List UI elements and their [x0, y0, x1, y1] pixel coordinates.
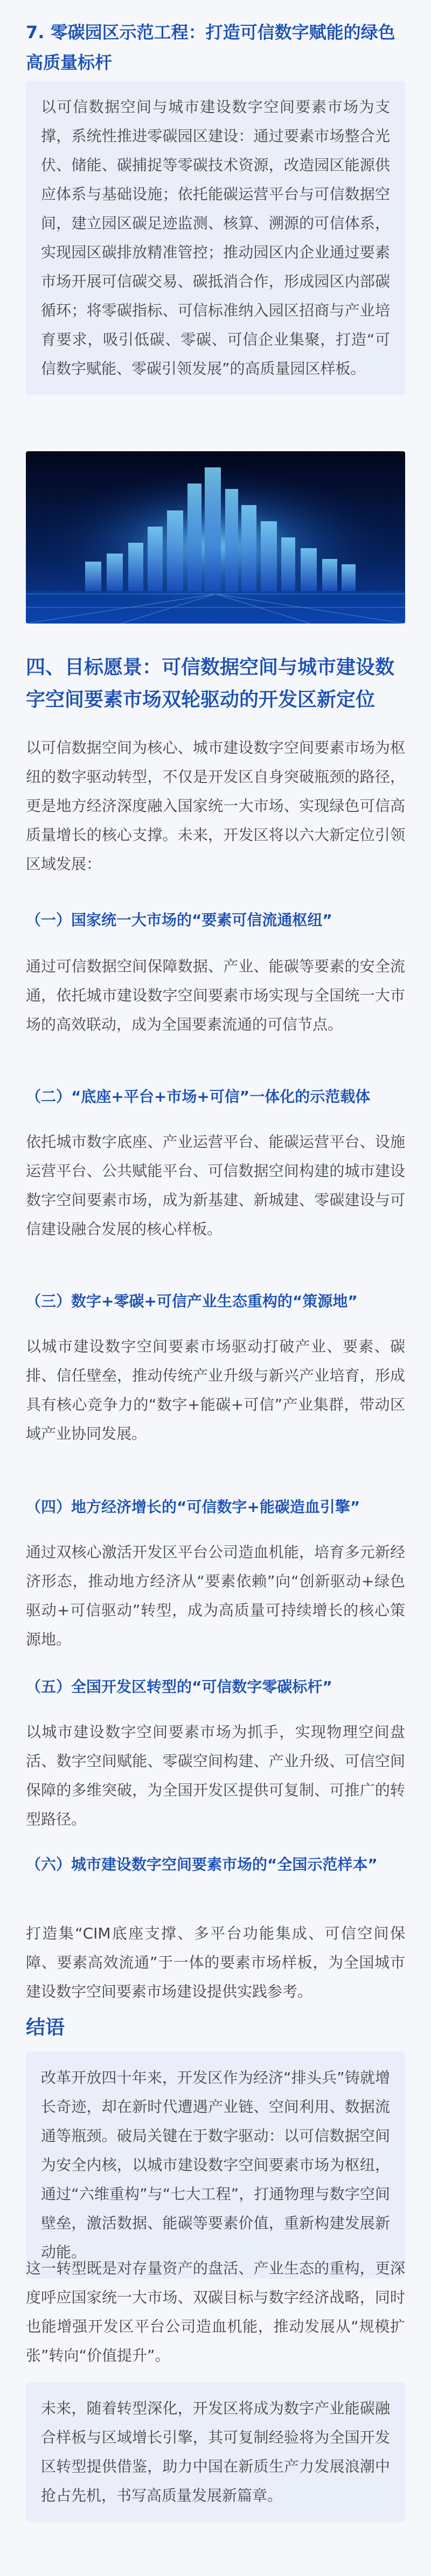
- goal-2-heading: （二）“底座+平台+市场+可信”一体化的示范载体: [26, 1088, 371, 1105]
- section-7-title: 7. 零碳园区示范工程：打造可信数字赋能的绿色高质量标杆: [26, 22, 395, 73]
- goal-2-text: 依托城市数字底座、产业运营平台、能碳运营平台、设施运营平台、公共赋能平台、可信数据空间构建的城市建设数字空间要素市场，成为新基建、新城建、零碳建设与可信建设融合发展的核心样板。: [26, 1133, 405, 1238]
- section-4-title: 四、目标愿景：可信数据空间与城市建设数字空间要素市场双轮驱动的开发区新定位: [26, 656, 395, 711]
- conclusion-paragraph-3: 未来，随着转型深化，开发区将成为数字产业能碳融合样板与区域增长引擎，其可复制经验将为全国开发区转型提供借鉴，助力中国在新质生产力发展浪潮中抢占先机，书写高质量发展新篇章。: [26, 2382, 405, 2522]
- section-7-body: 以可信数据空间与城市建设数字空间要素市场为支撑，系统性推进零碳园区建设：通过要素市场整合光伏、储能、碳捕捉等零碳技术资源，改造园区能源供应体系与基础设施；依托能碳运营平台与可信数据空间，建立园区碳足迹监测、核算、溯源的可信体系，实现园区碳排放精准管控；推动园区内企业通过要素市场开展可信碳交易、碳抵消合作，形成园区内部碳循环；将零碳指标、可信标准纳入园区招商与产业培育要求，吸引低碳、零碳、可信企业集聚，打造“可信数字赋能、零碳引领发展”的高质量园区样板。: [26, 81, 405, 395]
- goal-5-text: 以城市建设数字空间要素市场为抓手，实现物理空间盘活、数字空间赋能、零碳空间构建、产业升级、可信空间保障的多维突破，为全国开发区提供可复制、可推广的转型路径。: [26, 1723, 405, 1828]
- goal-6-heading: （六）城市建设数字空间要素市场的“全国示范样本”: [26, 1856, 378, 1873]
- section-4-intro: 以可信数据空间为核心、城市建设数字空间要素市场为枢纽的数字驱动转型，不仅是开发区自身突破瓶颈的路径，更是地方经济深度融入国家统一大市场、实现绿色可信高质量增长的核心支撑。未来，开发区将以六大新定位引领区域发展：: [26, 739, 405, 873]
- goal-1-text: 通过可信数据空间保障数据、产业、能碳等要素的安全流通，依托城市建设数字空间要素市场实现与全国统一大市场的高效联动，成为全国要素流通的可信节点。: [26, 957, 405, 1033]
- goal-3-heading: （三）数字+零碳+可信产业生态重构的“策源地”: [26, 1292, 358, 1310]
- goal-4-text: 通过双核心激活开发区平台公司造血机能，培育多元新经济形态，推动地方经济从“要素依赖”向“创新驱动+绿色驱动+可信驱动”转型，成为高质量可持续增长的核心策源地。: [26, 1543, 405, 1648]
- conclusion-title: 结语: [26, 2017, 65, 2039]
- conclusion-paragraph-2: 这一转型既是对存量资产的盘活、产业生态的重构，更深度呼应国家统一大市场、双碳目标与数字经济战略，同时也能增强开发区平台公司造血机能，推动发展从“规模扩张”转向“价值提升”。: [26, 2259, 405, 2364]
- goal-6-text: 打造集“CIM底座支撑、多平台功能集成、可信空间保障、要素高效流通”于一体的要素市场样板，为全国城市建设数字空间要素市场建设提供实践参考。: [26, 1924, 405, 2000]
- conclusion-paragraph-1: 改革开放四十年来，开发区作为经济“排头兵”铸就增长奇迹，却在新时代遭遇产业链、空间利用、数据流通等瓶颈。破局关键在于数字驱动：以可信数据空间为安全内核，以城市建设数字空间要素市场为枢纽，通过“六维重构”与“七大工程”，打通物理与数字空间壁垒，激活数据、能碳等要素价值，重新构建发展新动能。: [26, 2052, 405, 2279]
- goal-5-heading: （五）全国开发区转型的“可信数字零碳标杆”: [26, 1678, 332, 1696]
- goal-3-text: 以城市建设数字空间要素市场驱动打破产业、要素、碳排、信任壁垒，推动传统产业升级与新兴产业培育，形成具有核心竞争力的“数字+能碳+可信”产业集群，带动区域产业协同发展。: [26, 1338, 405, 1443]
- goal-4-heading: （四）地方经济增长的“可信数字+能碳造血引擎”: [26, 1498, 360, 1516]
- smart-city-image: [26, 451, 405, 624]
- goal-1-heading: （一）国家统一大市场的“要素可信流通枢纽”: [26, 911, 332, 929]
